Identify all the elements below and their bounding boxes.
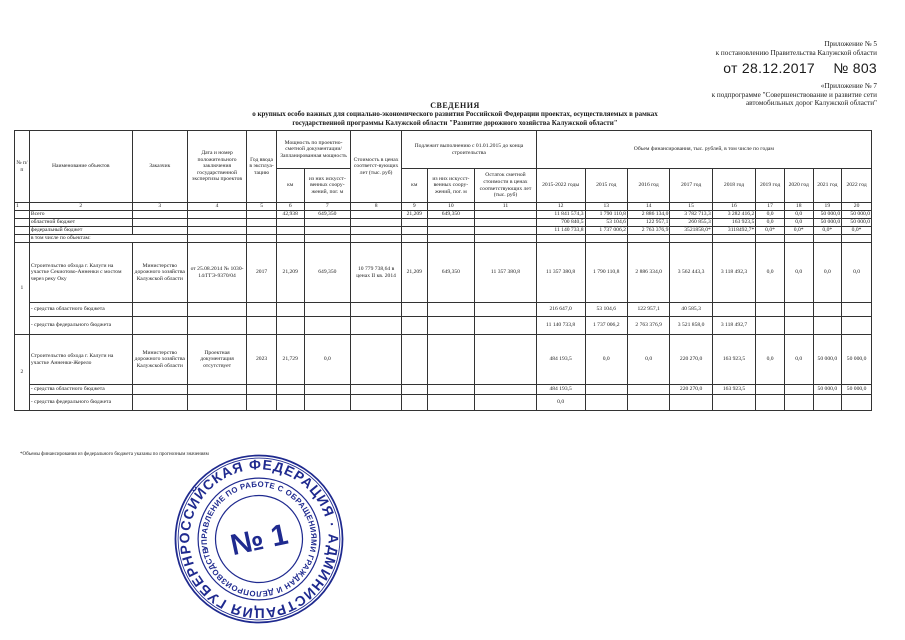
col-year-2019: 2019 год xyxy=(756,169,785,203)
colnum: 4 xyxy=(187,203,246,211)
project1-cell: 3 562 443,3 xyxy=(670,243,712,303)
objects-heading: в том числе по объектам: xyxy=(29,235,187,243)
column-number-row xyxy=(15,203,872,211)
appendix7-line1: «Приложение № 7 xyxy=(820,82,877,90)
regional-cell: 50 000,0 xyxy=(813,219,842,227)
total-row xyxy=(15,211,872,219)
colnum: 9 xyxy=(402,203,427,211)
project2-cell: 0,0 xyxy=(627,335,669,385)
regional-cell: 260 855,3 xyxy=(670,219,712,227)
project1-regional-row xyxy=(15,303,872,317)
total-cell: 3 282 416,2 xyxy=(712,211,755,219)
colnum: 5 xyxy=(247,203,277,211)
col-km: км xyxy=(276,169,304,203)
project2-regional-cell: 50 000,0 xyxy=(813,385,842,395)
colnum: 16 xyxy=(712,203,755,211)
project2-regional-label: - средства областного бюджета xyxy=(29,385,132,395)
project1-expertise: от 25.08.2014 № 1030-14/ГГЭ-9370/04 xyxy=(187,243,246,303)
federal-cell: 0,0* xyxy=(784,227,813,235)
project2-num: 2 xyxy=(15,335,30,411)
project1-federal-cell: 3 521 858,0 xyxy=(670,317,712,335)
seal-outer-text: РОССИЙСКАЯ ФЕДЕРАЦИЯ · АДМИНИСТРАЦИЯ ГУБЕРНАТОРА xyxy=(176,456,342,622)
colnum: 10 xyxy=(427,203,475,211)
regional-cell: 122 957,1 xyxy=(627,219,669,227)
col-remaining: Остаток сметной стоимости в ценах соответствующих лет (тыс. руб) xyxy=(475,169,537,203)
total-cell: 50 000,0 xyxy=(842,211,872,219)
total-km: 42,938 xyxy=(276,211,304,219)
federal-cell: 3118492,7* xyxy=(712,227,755,235)
regional-cell: 50 000,0 xyxy=(842,219,872,227)
federal-cell: 2 763 376,9 xyxy=(627,227,669,235)
project1-regional-cell: 216 647,0 xyxy=(536,303,585,317)
colnum: 3 xyxy=(132,203,187,211)
project1-art2: 649,350 xyxy=(427,243,475,303)
federal-cell: 1 737 006,2 xyxy=(585,227,627,235)
project2-regional-cell: 50 000,0 xyxy=(842,385,872,395)
project1-year: 2017 xyxy=(247,243,277,303)
federal-cell: 0,0* xyxy=(813,227,842,235)
project1-cell: 1 790 110,8 xyxy=(585,243,627,303)
project2-cell: 484 193,5 xyxy=(536,335,585,385)
project1-row xyxy=(15,243,872,303)
project1-km: 21,209 xyxy=(276,243,304,303)
total-km2: 21,209 xyxy=(402,211,427,219)
col-year-2020: 2020 год xyxy=(784,169,813,203)
project2-cell: 0,0 xyxy=(585,335,627,385)
colnum: 1 xyxy=(15,203,30,211)
regional-cell: 0,0 xyxy=(756,219,785,227)
project1-cell: 0,0 xyxy=(756,243,785,303)
regional-budget-label: областной бюджет xyxy=(29,219,132,227)
official-seal xyxy=(172,452,346,626)
title-line1: СВЕДЕНИЯ xyxy=(430,101,480,110)
project1-cell: 3 118 492,3 xyxy=(712,243,755,303)
financing-table xyxy=(14,130,872,411)
project1-cost: 10 779 738,64 в ценах II кв. 2014 xyxy=(351,243,402,303)
project2-cell: 50 000,0 xyxy=(842,335,872,385)
total-cell: 50 000,0 xyxy=(813,211,842,219)
total-cell: 0,0 xyxy=(756,211,785,219)
col-year-2016: 2016 год xyxy=(627,169,669,203)
col-km2: км xyxy=(402,169,427,203)
colnum: 6 xyxy=(276,203,304,211)
decree-no-sign: № xyxy=(833,60,849,76)
col-year-total: 2015-2022 годы xyxy=(536,169,585,203)
project2-federal-cell: 0,0 xyxy=(536,395,585,411)
regional-cell: 0,0 xyxy=(784,219,813,227)
total-cell: 1 790 110,8 xyxy=(585,211,627,219)
title-line3: государственной программы Калужской области "Развитие дорожного хозяйства Калужской области" xyxy=(292,119,618,127)
project1-name: Строительство обхода г. Калуги на участке Секиотово-Анненки с мостом через реку Оку xyxy=(29,243,132,303)
col-name: Наименование объектов xyxy=(29,131,132,203)
col-customer: Заказчик xyxy=(132,131,187,203)
colnum: 14 xyxy=(627,203,669,211)
col-year-2021: 2021 год xyxy=(813,169,842,203)
project2-cell: 0,0 xyxy=(756,335,785,385)
total-cell: 0,0 xyxy=(784,211,813,219)
project1-federal-label: - средства федерального бюджета xyxy=(29,317,132,335)
project1-customer: Министерство дорожного хозяйства Калужской области xyxy=(132,243,187,303)
colnum: 13 xyxy=(585,203,627,211)
col-artificial2: из них искусст-венных соору-жений, пог. м xyxy=(427,169,475,203)
total-art: 649,350 xyxy=(304,211,351,219)
appendix5-line2: к постановлению Правительства Калужской области xyxy=(715,49,877,57)
total-cell: 3 782 713,3 xyxy=(670,211,712,219)
project1-cell: 0,0 xyxy=(813,243,842,303)
col-num: № п/п xyxy=(15,131,30,203)
colnum: 12 xyxy=(536,203,585,211)
regional-cell: 700 840,5 xyxy=(536,219,585,227)
project2-year: 2023 xyxy=(247,335,277,385)
col-year-2015: 2015 год xyxy=(585,169,627,203)
title-line2: о крупных особо важных для социально-экономического развития Российской Федерации проектах, осуществляемых в рамках xyxy=(252,110,658,118)
total-label: Всего xyxy=(29,211,132,219)
project1-regional-label: - средства областного бюджета xyxy=(29,303,132,317)
col-completed: Подлежит выполнению с 01.01.2015 до конца строительства xyxy=(402,131,537,169)
regional-budget-row xyxy=(15,219,872,227)
federal-cell: 0,0* xyxy=(756,227,785,235)
colnum: 20 xyxy=(842,203,872,211)
total-cell: 2 886 134,0 xyxy=(627,211,669,219)
project2-expertise: Проектная документация отсутствует xyxy=(187,335,246,385)
project1-cell: 2 886 334,0 xyxy=(627,243,669,303)
total-art2: 649,350 xyxy=(427,211,475,219)
colnum: 15 xyxy=(670,203,712,211)
colnum: 11 xyxy=(475,203,537,211)
colnum: 8 xyxy=(351,203,402,211)
project1-km2: 21,209 xyxy=(402,243,427,303)
project1-num: 1 xyxy=(15,243,30,335)
federal-cell: 11 140 733,8 xyxy=(536,227,585,235)
document-title xyxy=(160,101,750,128)
project1-regional-cell: 40 585,3 xyxy=(670,303,712,317)
federal-budget-row xyxy=(15,227,872,235)
project1-federal-cell: 3 118 492,7 xyxy=(712,317,755,335)
project2-art: 0,0 xyxy=(304,335,351,385)
project2-km: 21,729 xyxy=(276,335,304,385)
project2-federal-label: - средства федерального бюджета xyxy=(29,395,132,411)
decree-date: от 28.12.2017 xyxy=(723,60,815,76)
project2-regional-cell: 484 193,5 xyxy=(536,385,585,395)
project2-regional-cell: 163 923,5 xyxy=(712,385,755,395)
project2-cell: 50 000,0 xyxy=(813,335,842,385)
col-year-2018: 2018 год xyxy=(712,169,755,203)
project2-regional-row xyxy=(15,385,872,395)
colnum: 2 xyxy=(29,203,132,211)
project2-name: Строительство обхода г. Калуги на участке Анненки-Жерело xyxy=(29,335,132,385)
project1-federal-row xyxy=(15,317,872,335)
colnum: 7 xyxy=(304,203,351,211)
project2-customer: Министерство дорожного хозяйства Калужской области xyxy=(132,335,187,385)
footnote: *Объемы финансирования из федерального бюджета указаны по прогнозным значениям xyxy=(20,452,209,457)
col-capacity: Мощность по проектно-сметной документации/ Запланированная мощность xyxy=(276,131,350,169)
project1-cell: 11 357 380,8 xyxy=(536,243,585,303)
project1-rem: 11 357 380,8 xyxy=(475,243,537,303)
seal-inner-text: УПРАВЛЕНИЕ ПО РАБОТЕ С ОБРАЩЕНИЯМИ ГРАЖДАН И ДЕЛОПРОИЗВОДСТВУ xyxy=(199,479,319,599)
appendix7-line3: автомобильных дорог Калужской области" xyxy=(745,99,877,108)
federal-cell: 0,0* xyxy=(842,227,872,235)
appendix7-line2: к подпрограмме "Совершенствование и развитие сети xyxy=(711,90,877,99)
appendix5-line1: Приложение № 5 xyxy=(824,40,877,48)
col-year-2017: 2017 год xyxy=(670,169,712,203)
col-cost: Стоимость в ценах соответст-вующих лет (тыс. руб) xyxy=(351,131,402,203)
federal-budget-label: федеральный бюджет xyxy=(29,227,132,235)
decree-line xyxy=(723,60,877,76)
col-year-2022: 2022 год xyxy=(842,169,872,203)
project1-art: 649,350 xyxy=(304,243,351,303)
project1-cell: 0,0 xyxy=(784,243,813,303)
col-expertise: Дата и номер положительного заключения государственной экспертизы проектов xyxy=(187,131,246,203)
project2-cell: 163 923,5 xyxy=(712,335,755,385)
project1-federal-cell: 2 763 376,9 xyxy=(627,317,669,335)
col-artificial: из них искусст-венных соору-жений, пог. м xyxy=(304,169,351,203)
project1-cell: 0,0 xyxy=(842,243,872,303)
col-funding: Объем финансирования, тыс. рублей, в том числе по годам xyxy=(536,131,871,169)
colnum: 17 xyxy=(756,203,785,211)
colnum: 19 xyxy=(813,203,842,211)
decree-number: 803 xyxy=(852,60,877,76)
objects-heading-row xyxy=(15,235,872,243)
project2-row xyxy=(15,335,872,385)
project1-regional-cell: 122 957,1 xyxy=(627,303,669,317)
project2-cell: 0,0 xyxy=(784,335,813,385)
project1-federal-cell: 1 737 006,2 xyxy=(585,317,627,335)
regional-cell: 163 923,5 xyxy=(712,219,755,227)
federal-cell: 3521858,0* xyxy=(670,227,712,235)
colnum: 18 xyxy=(784,203,813,211)
col-year: Год ввода в эксплуа-тацию xyxy=(247,131,277,203)
total-cell: 11 841 574,3 xyxy=(536,211,585,219)
project2-regional-cell: 220 270,0 xyxy=(670,385,712,395)
project1-federal-cell: 11 140 733,8 xyxy=(536,317,585,335)
regional-cell: 53 104,6 xyxy=(585,219,627,227)
seal-number: № 1 xyxy=(227,517,291,563)
project2-federal-row xyxy=(15,395,872,411)
appendix5-block xyxy=(716,40,877,58)
project2-cell: 220 270,0 xyxy=(670,335,712,385)
project1-regional-cell: 53 104,6 xyxy=(585,303,627,317)
